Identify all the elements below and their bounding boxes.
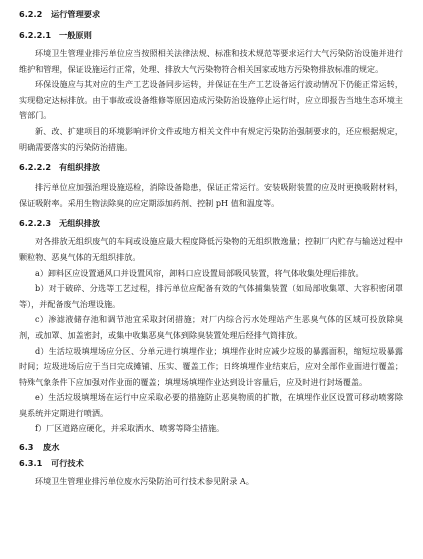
paragraph-fugitive-intro: 对各排放无组织废气的车间或设施应最大程度降低污染物的无组织散逸量；控制厂内贮存与输送过程中颗粒物、恶臭气体的无组织排放。 (19, 236, 403, 262)
heading-6-2-2 (19, 9, 403, 20)
list-item-d: d）生活垃圾填埋场应分区、分单元进行填埋作业；填埋作业时应减少垃圾的暴露面积，缩短垃圾暴露时间；垃圾进场后应于当日完成摊铺、压实、覆盖工作；日终填埋作业结束后，应对全部作业面进行覆盖；特殊气象条件下应加强对作业面的覆盖；填埋场填埋作业达到设计容量后，应及时进行封场覆盖。 (19, 345, 403, 387)
paragraph-general-2: 环保设施应与其对应的生产工艺设备同步运转，并保证在生产工艺设备运行波动情况下仍能正常运转，实现稳定达标排放。由于事故或设备维修等原因造成污染防治设施停止运行时，应立即报告当地生态环境主管部门。 (19, 79, 403, 121)
section-title: 一般原则 (59, 30, 92, 40)
section-number: 6.3.1 (19, 458, 43, 469)
list-item-e: e）生活垃圾填埋场在运行中应采取必要的措施防止恶臭物质的扩散，在填埋作业区设置可移动喷雾除臭系统并定期进行喷洒。 (19, 392, 403, 418)
heading-6-2-2-1 (19, 30, 403, 41)
heading-6-2-2-3 (19, 218, 403, 229)
section-number: 6.2.2.3 (19, 218, 52, 229)
list-item-f: f）厂区道路应硬化，并采取洒水、喷雾等降尘措施。 (35, 423, 225, 434)
list-item-a: a）卸料区应设置通风口并设置风帘，卸料口应设置局部吸风装置，将气体收集处理后排放。 (35, 267, 364, 278)
section-title: 废水 (43, 442, 60, 453)
section-title: 无组织排放 (59, 218, 100, 229)
section-title: 运行管理要求 (51, 9, 101, 19)
heading-6-2-2-2 (19, 162, 403, 173)
paragraph-organized-emission: 排污单位应加强治理设施巡检，消除设备隐患，保证正常运行。安装吸附装置的应及时更换吸附材料，保证吸附率。采用生物法除臭的应定期添加药剂、控制 pH 值和温度等。 (19, 182, 403, 208)
section-number: 6.2.2.1 (19, 30, 52, 40)
list-item-b: b）对于破碎、分选等工艺过程，排污单位应配备有效的气体捕集装置（如局部收集罩、大容积密闭罩等），并配备废气治理设施。 (19, 283, 403, 309)
heading-6-3-1 (19, 458, 403, 469)
section-title: 可行技术 (51, 458, 84, 469)
paragraph-general-1: 环境卫生管理业排污单位应当按照相关法律法规、标准和技术规范等要求运行大气污染防治设施并进行维护和管理，保证设施运行正常，处理、排放大气污染物符合相关国家或地方污染物排放标准的规定。 (19, 48, 403, 74)
list-item-c: c）渗滤液储存池和调节池宜采取封闭措施；对厂内综合污水处理站产生恶臭气体的区域可投放除臭剂，或加罩、加盖密封，或集中收集恶臭气体到除臭装置处理后经排气筒排放。 (19, 314, 403, 340)
section-number: 6.3 (19, 442, 34, 453)
paragraph-feasible-technology: 环境卫生管理业排污单位废水污染防治可行技术参见附录 A。 (35, 476, 254, 487)
section-number: 6.2.2 (19, 9, 43, 19)
section-title: 有组织排放 (59, 162, 100, 173)
section-number: 6.2.2.2 (19, 162, 52, 173)
heading-6-3 (19, 442, 403, 453)
paragraph-general-3: 新、改、扩建项目的环境影响评价文件或地方相关文件中有规定污染防治强制要求的，还应根据规定，明确需要落实的污染防治措施。 (19, 125, 403, 152)
